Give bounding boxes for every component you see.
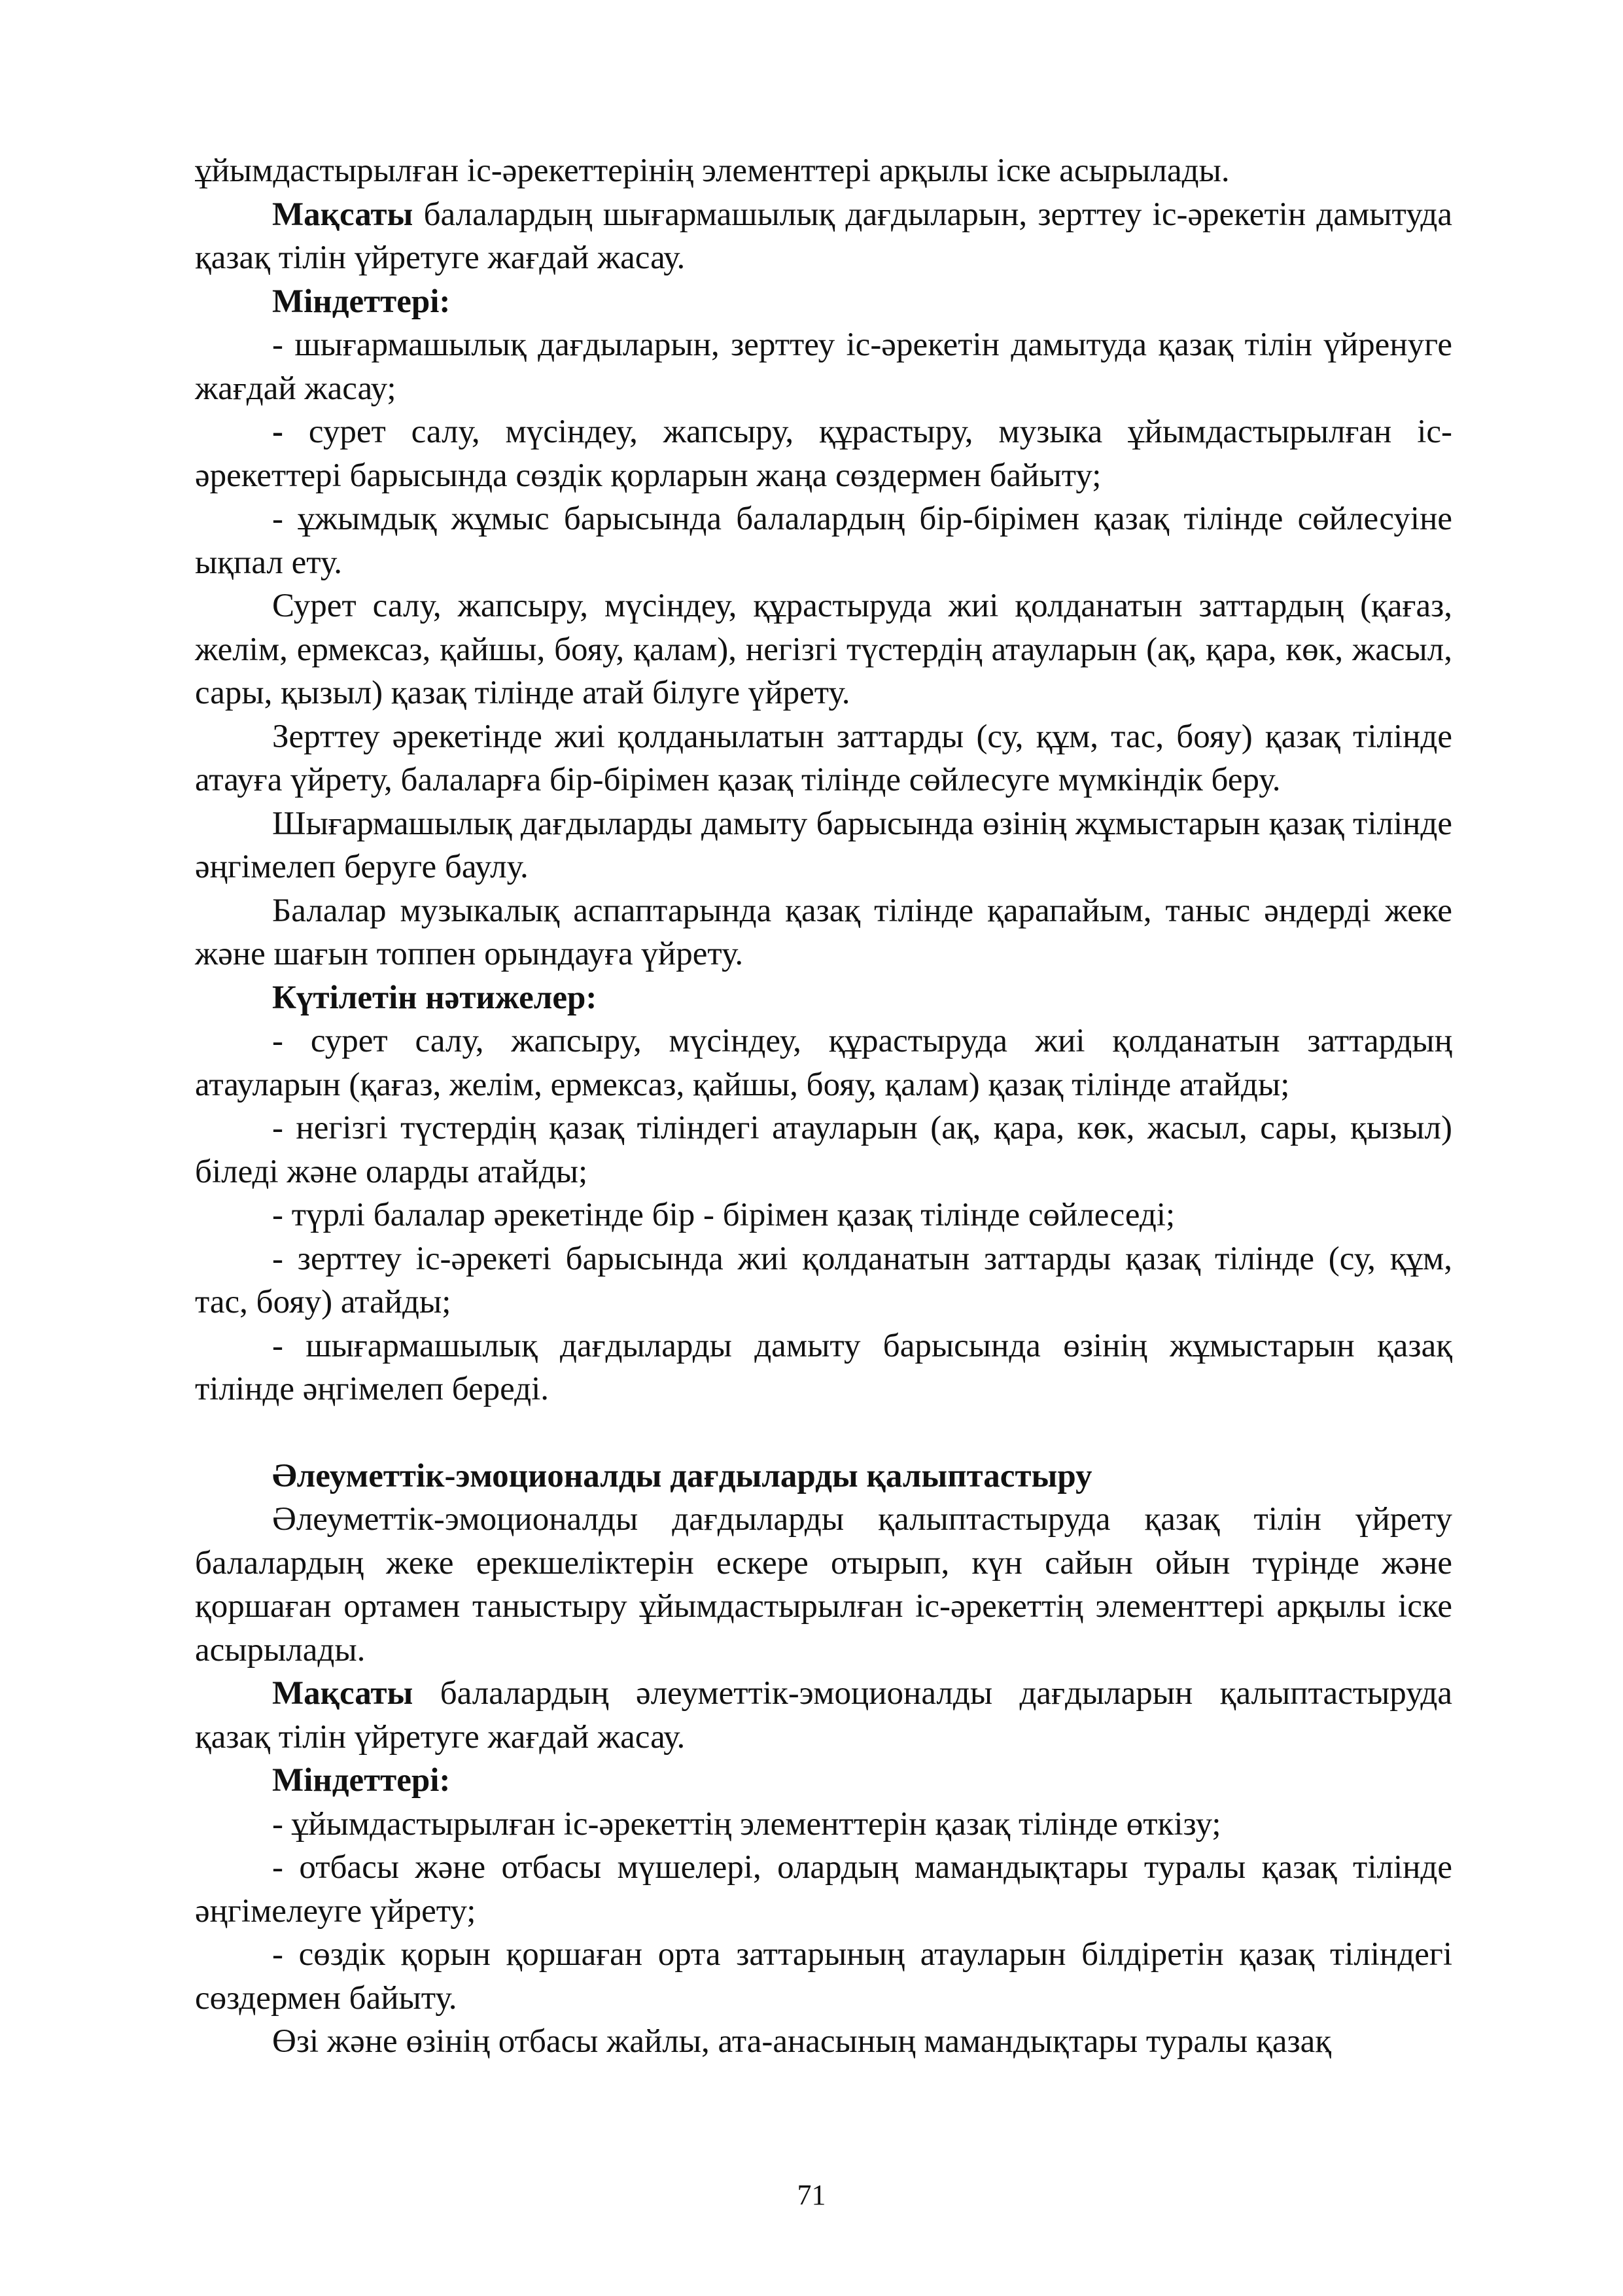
dash-marker: - [272, 414, 283, 450]
result-item: - түрлі балалар әрекетінде бір - бірімен қазақ тілінде сөйлеседі; [272, 1197, 1176, 1233]
task-item: - сөздік қорын қоршаған орта заттарының атауларын білдіретін қазақ тіліндегі сөздермен байыту. [195, 1936, 1452, 2017]
goal-text: балалардың шығармашылық дағдыларын, зерттеу іс-әрекетін дамытуда қазақ тілін үйретуге жағдай жасау. [195, 196, 1452, 276]
task-item [195, 410, 1452, 497]
document-page [195, 149, 1452, 2064]
paragraph: Әлеуметтік-эмоционалды дағдыларды қалыптастыруда қазақ тілін үйрету балалардың жеке ерекшеліктерін ескере отырып, күн сайын ойын түрінде және қоршаған ортамен таныстыру ұйымдастырылған іс-әрекеттің элементтері арқылы іске асырылады. [195, 1501, 1452, 1669]
goal-label: Мақсаты [272, 1675, 413, 1712]
paragraph: Шығармашылық дағдыларды дамыту барысында өзінің жұмыстарын қазақ тілінде әңгімелеп беруге баулу. [195, 805, 1452, 885]
goal-paragraph [195, 193, 1452, 280]
goal-paragraph [195, 1672, 1452, 1759]
task-item: - отбасы және отбасы мүшелері, олардың мамандықтары туралы қазақ тілінде әңгімелеуге үйрету; [195, 1849, 1452, 1930]
paragraph: ұйымдастырылған іс-әрекеттерінің элементтері арқылы іске асырылады. [195, 152, 1230, 189]
goal-text: балалардың әлеуметтік-эмоционалды дағдыларын қалыптастыруда қазақ тілін үйретуге жағдай жасау. [195, 1675, 1452, 1756]
result-item: - негізгі түстердің қазақ тіліндегі атауларын (ақ, қара, көк, жасыл, сары, қызыл) біледі және оларды атайды; [195, 1110, 1452, 1190]
task-item: - ұжымдық жұмыс барысында балалардың бір-бірімен қазақ тілінде сөйлесуіне ықпал ету. [195, 501, 1452, 581]
task-item: - ұйымдастырылған іс-әрекеттің элементтерін қазақ тілінде өткізу; [272, 1805, 1221, 1843]
paragraph: Сурет салу, жапсыру, мүсіндеу, құрастыруда жиі қолданатын заттардың (қағаз, желім, ермексаз, қайшы, бояу, қалам), негізгі түстердің атауларын (ақ, қара, көк, жасыл, сары, қызыл) қазақ тілінде атай білуге үйрету. [195, 588, 1452, 711]
task-item: - шығармашылық дағдыларын, зерттеу іс-әрекетін дамытуда қазақ тілін үйренуге жағдай жасау; [195, 327, 1452, 407]
result-item: - шығармашылық дағдыларды дамыту барысында өзінің жұмыстарын қазақ тілінде әңгімелеп береді. [195, 1327, 1452, 1407]
section-title: Әлеуметтік-эмоционалды дағдыларды қалыптастыру [272, 1457, 1092, 1494]
paragraph: Өзі және өзінің отбасы жайлы, ата-анасының мамандықтары туралы қазақ [272, 2023, 1332, 2060]
task-text: сурет салу, мүсіндеу, жапсыру, құрастыру, музыка ұйымдастырылған іс-әрекеттері барысында сөздік қорларын жаңа сөздермен байыту; [195, 414, 1452, 494]
page-number: 71 [797, 2179, 826, 2211]
result-item: - сурет салу, жапсыру, мүсіндеу, құрастыруда жиі қолданатын заттардың атауларын (қағаз, желім, ермексаз, қайшы, бояу, қалам) қазақ тілінде атайды; [195, 1023, 1452, 1103]
paragraph: Балалар музыкалық аспаптарында қазақ тілінде қарапайым, таныс әндерді жеке және шағын топпен орындауға үйрету. [195, 892, 1452, 972]
tasks-heading: Міндеттері: [272, 1762, 451, 1799]
expected-results-heading: Күтілетін нәтижелер: [272, 979, 597, 1016]
paragraph: Зерттеу әрекетінде жиі қолданылатын заттарды (су, құм, тас, бояу) қазақ тілінде атауға үйрету, балаларға бір-бірімен қазақ тілінде сөйлесуге мүмкіндік беру. [195, 718, 1452, 798]
goal-label: Мақсаты [272, 196, 413, 233]
tasks-heading: Міндеттері: [272, 283, 451, 320]
result-item: - зерттеу іс-әрекеті барысында жиі қолданатын заттарды қазақ тілінде (су, құм, тас, бояу) атайды; [195, 1240, 1452, 1320]
